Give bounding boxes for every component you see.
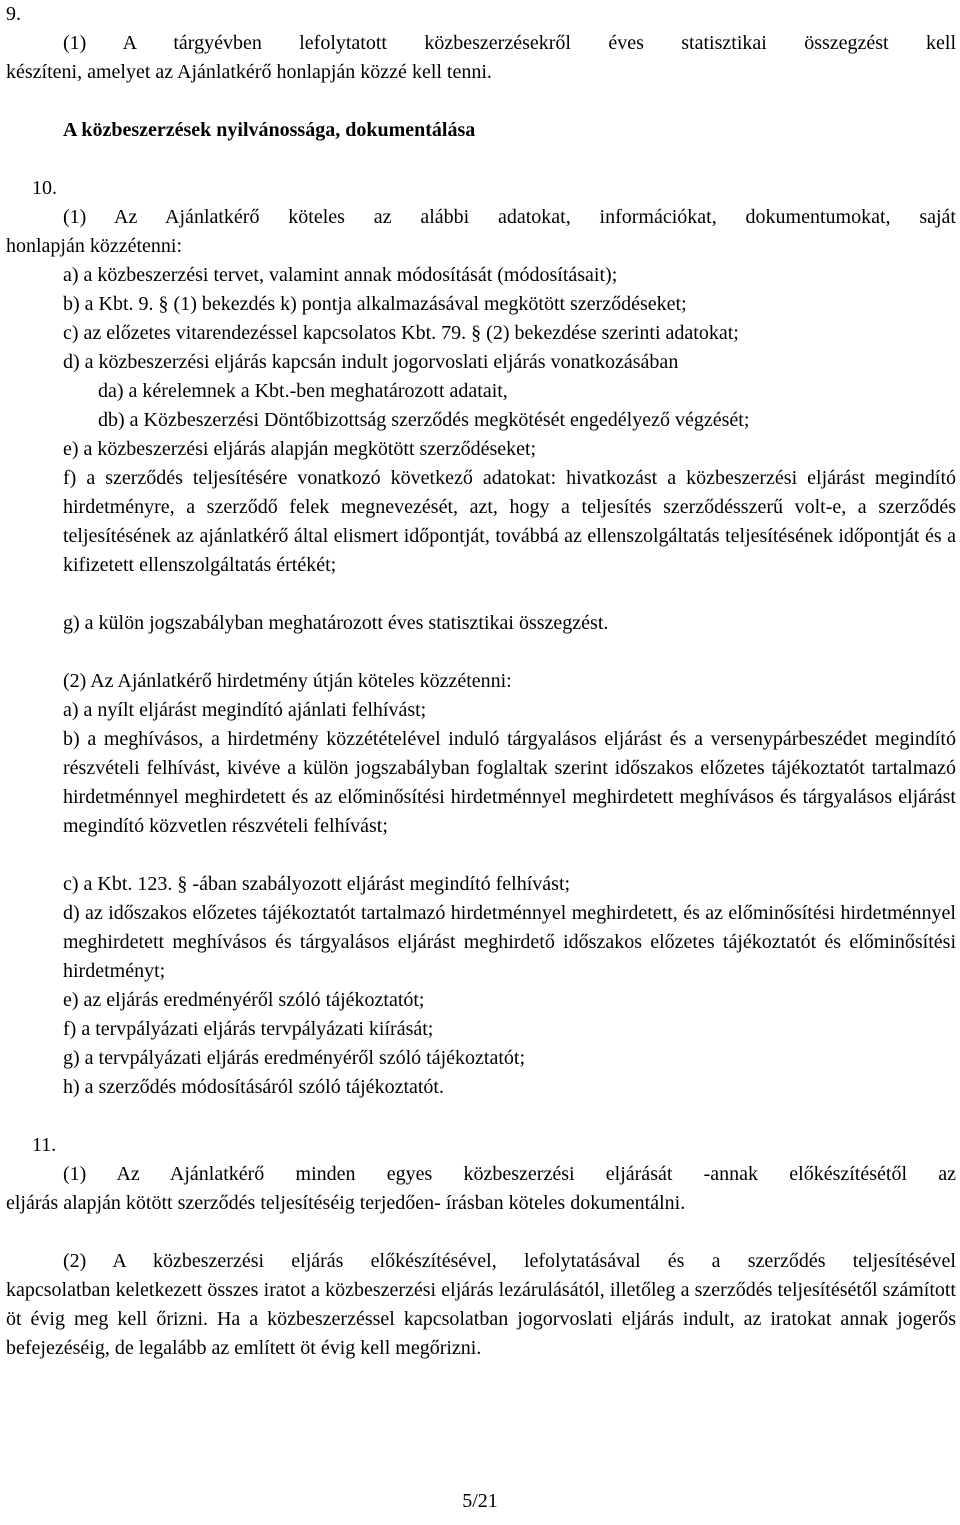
section-9-number: 9. [6,3,21,25]
list-item-g: g) a külön jogszabályban meghatározott éves statisztikai összegzést. [63,612,609,634]
list-item-e: e) a közbeszerzési eljárás alapján megkötött szerződéseket; [63,438,537,460]
para-2-item-g: g) a tervpályázati eljárás eredményéről szóló tájékoztatót; [63,1047,526,1069]
section-9-para-1-rest: készíteni, amelyet az Ajánlatkérő honlapján közzé kell tenni. [6,61,492,83]
section-11-para-1-first-line: (1) Az Ajánlatkérő minden egyes közbeszerzési eljárását -annak előkészítésétől az [63,1163,956,1185]
para-2-item-e: e) az eljárás eredményéről szóló tájékoztatót; [63,989,425,1011]
para-2-item-d: d) az időszakos előzetes tájékoztatót tartalmazó hirdetménnyel meghirdetett, és az előminősítési hirdetménnyel meghirdetett meghívásos és tárgyalásos eljárást meghirdető időszakos előzetes tájékoztatót és előminősítési hirdetményt; [63,902,956,982]
para-2-item-b: b) a meghívásos, a hirdetmény közzétételével induló tárgyalásos eljárást és a versenypárbeszédet megindító részvételi felhívást, kivéve a külön jogszabályban foglaltak szerint időszakos előzetes tájékoztatót tartalmazó hirdetménnyel meghirdetett és az előminősítési hirdetménnyel meghirdetett meghívásos és tárgyalásos eljárást megindító közvetlen részvételi felhívást; [63,728,956,837]
list-item-d: d) a közbeszerzési eljárás kapcsán indult jogorvoslati eljárás vonatkozásában [63,351,679,373]
section-10-para-1-rest: honlapján közzétenni: [6,235,183,257]
section-11-para-2-rest: kapcsolatban keletkezett összes iratot a közbeszerzési eljárás lezárulásától, illetőleg a szerződés teljesítésétől számított öt évig meg kell őrizni. Ha a közbeszerzéssel kapcsolatban jogorvoslati eljárás indult, az iratokat annak jogerős befejezéséig, de legalább az említett öt évig kell megőrizni. [6,1279,956,1359]
para-2-item-f: f) a tervpályázati eljárás tervpályázati kiírását; [63,1018,434,1040]
section-10-para-2-title: (2) Az Ajánlatkérő hirdetmény útján köteles közzétenni: [63,670,512,692]
para-2-item-a: a) a nyílt eljárást megindító ajánlati felhívást; [63,699,427,721]
section-11-para-2-first-line: (2) A közbeszerzési eljárás előkészítésével, lefolytatásával és a szerződés teljesítésével [63,1250,956,1272]
list-item-c: c) az előzetes vitarendezéssel kapcsolatos Kbt. 79. § (2) bekezdése szerinti adatokat; [63,322,739,344]
section-11-para-1-rest: eljárás alapján kötött szerződés teljesítéséig terjedően- írásban köteles dokumentálni. [6,1192,686,1214]
list-item-da: da) a kérelemnek a Kbt.-ben meghatározott adatait, [98,380,508,402]
section-10-number: 10. [32,177,57,199]
section-9-para-1-first-line: (1) A tárgyévben lefolytatott közbeszerzésekről éves statisztikai összegzést kell [63,32,956,54]
section-heading: A közbeszerzések nyilvánossága, dokumentálása [63,119,476,141]
para-2-item-h: h) a szerződés módosításáról szóló tájékoztatót. [63,1076,444,1098]
list-item-a: a) a közbeszerzési tervet, valamint annak módosítását (módosításait); [63,264,618,286]
list-item-f: f) a szerződés teljesítésére vonatkozó következő adatokat: hivatkozást a közbeszerzési eljárást megindító hirdetményre, a szerződő felek megnevezését, azt, hogy a teljesítés szerződésszerű volt-e, a szerződés teljesítésének az ajánlatkérő által elismert időpontját, továbbá az ellenszolgáltatás teljesítésének időpontját és a kifizetett ellenszolgáltatás értékét; [63,467,956,576]
section-10-para-1-first-line: (1) Az Ajánlatkérő köteles az alábbi adatokat, információkat, dokumentumokat, saját [63,206,956,228]
list-item-db: db) a Közbeszerzési Döntőbizottság szerződés megkötését engedélyező végzését; [98,409,750,431]
list-item-b: b) a Kbt. 9. § (1) bekezdés k) pontja alkalmazásával megkötött szerződéseket; [63,293,687,315]
section-11-number: 11. [32,1134,57,1156]
para-2-item-c: c) a Kbt. 123. § -ában szabályozott eljárást megindító felhívást; [63,873,571,895]
page-number: 5/21 [462,1490,498,1512]
